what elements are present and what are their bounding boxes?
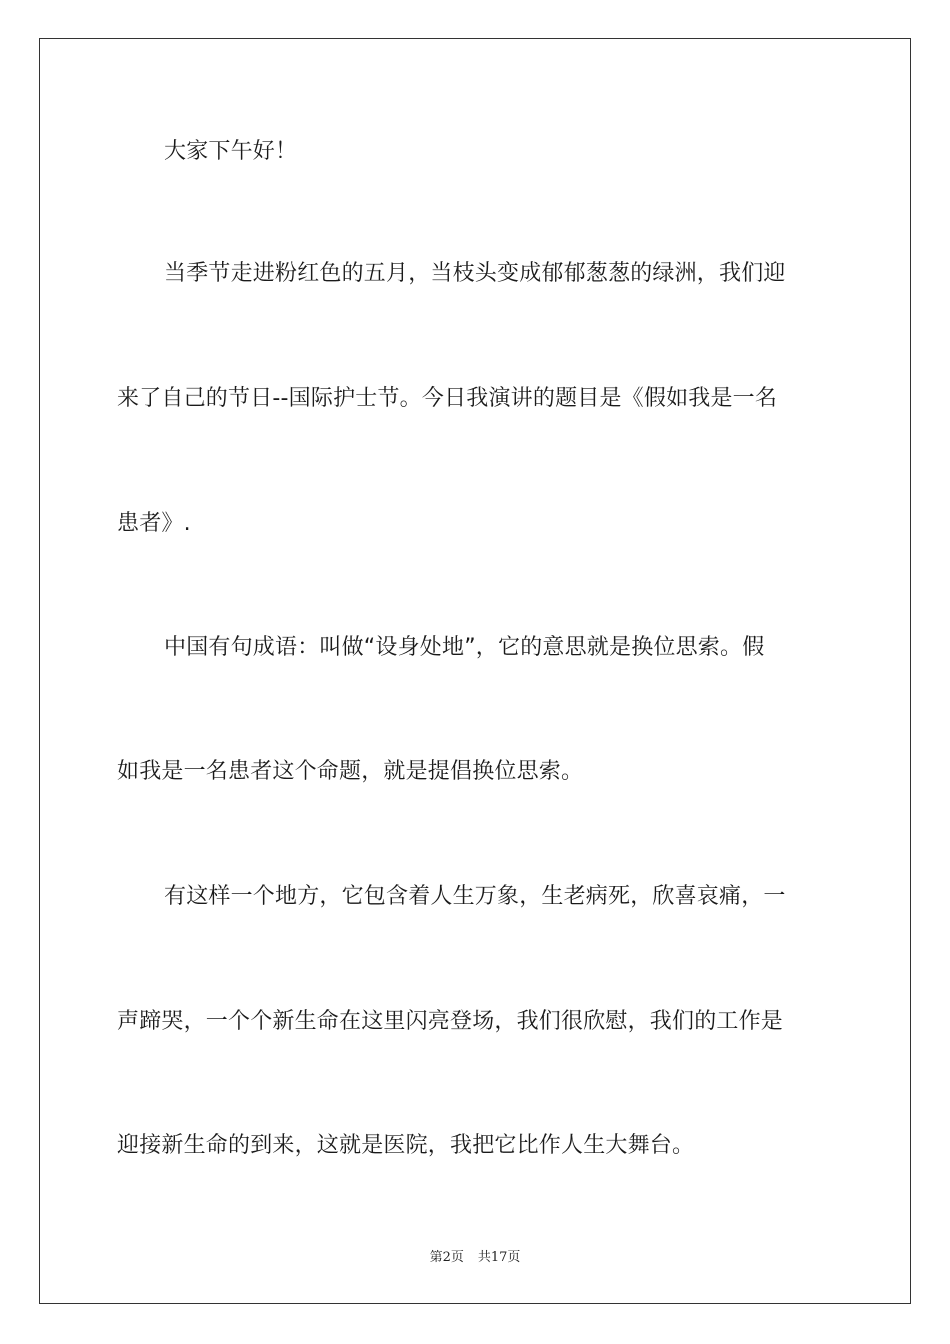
page-footer (0, 1246, 950, 1265)
paragraph-line: 当季节走进粉红色的五月，当枝头变成郁郁葱葱的绿洲，我们迎 (164, 261, 786, 286)
paragraph-line: 有这样一个地方，它包含着人生万象，生老病死，欣喜哀痛，一 (164, 884, 786, 909)
paragraph-line: 患者》. (117, 511, 191, 536)
page-total: 共17页 (477, 1250, 521, 1265)
paragraph-line: 大家下午好！ (164, 139, 298, 164)
paragraph-line: 如我是一名患者这个命题，就是提倡换位思索。 (117, 759, 584, 784)
paragraph-line: 声蹄哭，一个个新生命在这里闪亮登场，我们很欣慰，我们的工作是 (117, 1009, 784, 1034)
paragraph-line: 中国有句成语：叫做“设身处地”，它的意思就是换位思索。假 (164, 635, 765, 660)
paragraph-line: 迎接新生命的到来，这就是医院，我把它比作人生大舞台。 (117, 1133, 695, 1158)
page-number: 第2页 (429, 1250, 464, 1265)
paragraph-line: 来了自己的节日--国际护士节。今日我演讲的题目是《假如我是一名 (117, 386, 778, 411)
page-border (39, 38, 911, 1304)
